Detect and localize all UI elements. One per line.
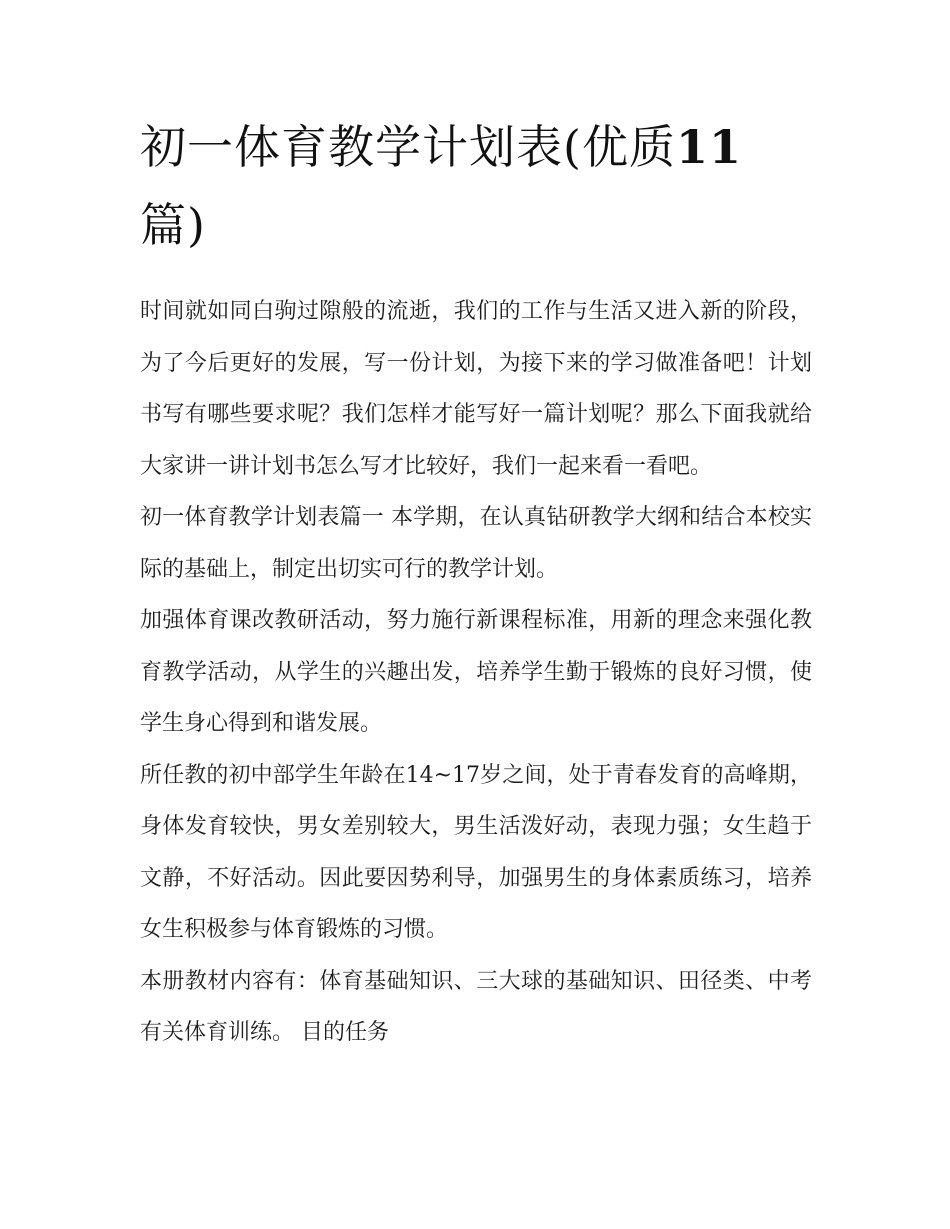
intro-paragraph: 时间就如同白驹过隙般的流逝，我们的工作与生活又进入新的阶段，为了今后更好的发展，写一份计划，为接下来的学习做准备吧！计划书写有哪些要求呢？我们怎样才能写好一篇计划呢？那么下面我就给大家讲一讲计划书怎么写才比较好，我们一起来看一看吧。 (140, 299, 812, 479)
title-number: 11 (675, 120, 742, 174)
document-body (140, 108, 812, 1059)
title-text-continued: 篇) (140, 198, 206, 252)
paragraph-list (140, 286, 812, 1059)
document-title (140, 108, 812, 264)
students-paragraph: 所任教的初中部学生年龄在14~17岁之间，处于青春发育的高峰期，身体发育较快，男女差别较大，男生活泼好动，表现力强；女生趋于文静，不好活动。因此要因势利导，加强男生的身体素质练习，培养女生积极参与体育锻炼的习惯。 (140, 762, 812, 942)
goals-paragraph: 加强体育课改教研活动，努力施行新课程标准，用新的理念来强化教育教学活动，从学生的兴趣出发，培养学生勤于锻炼的良好习惯，使学生身心得到和谐发展。 (140, 608, 812, 736)
section-one-paragraph: 初一体育教学计划表篇一 本学期，在认真钻研教学大纲和结合本校实际的基础上，制定出切实可行的教学计划。 (140, 505, 812, 582)
materials-paragraph: 本册教材内容有：体育基础知识、三大球的基础知识、田径类、中考有关体育训练。 目的任务 (140, 968, 812, 1045)
title-text: 初一体育教学计划表(优质 (140, 120, 676, 174)
